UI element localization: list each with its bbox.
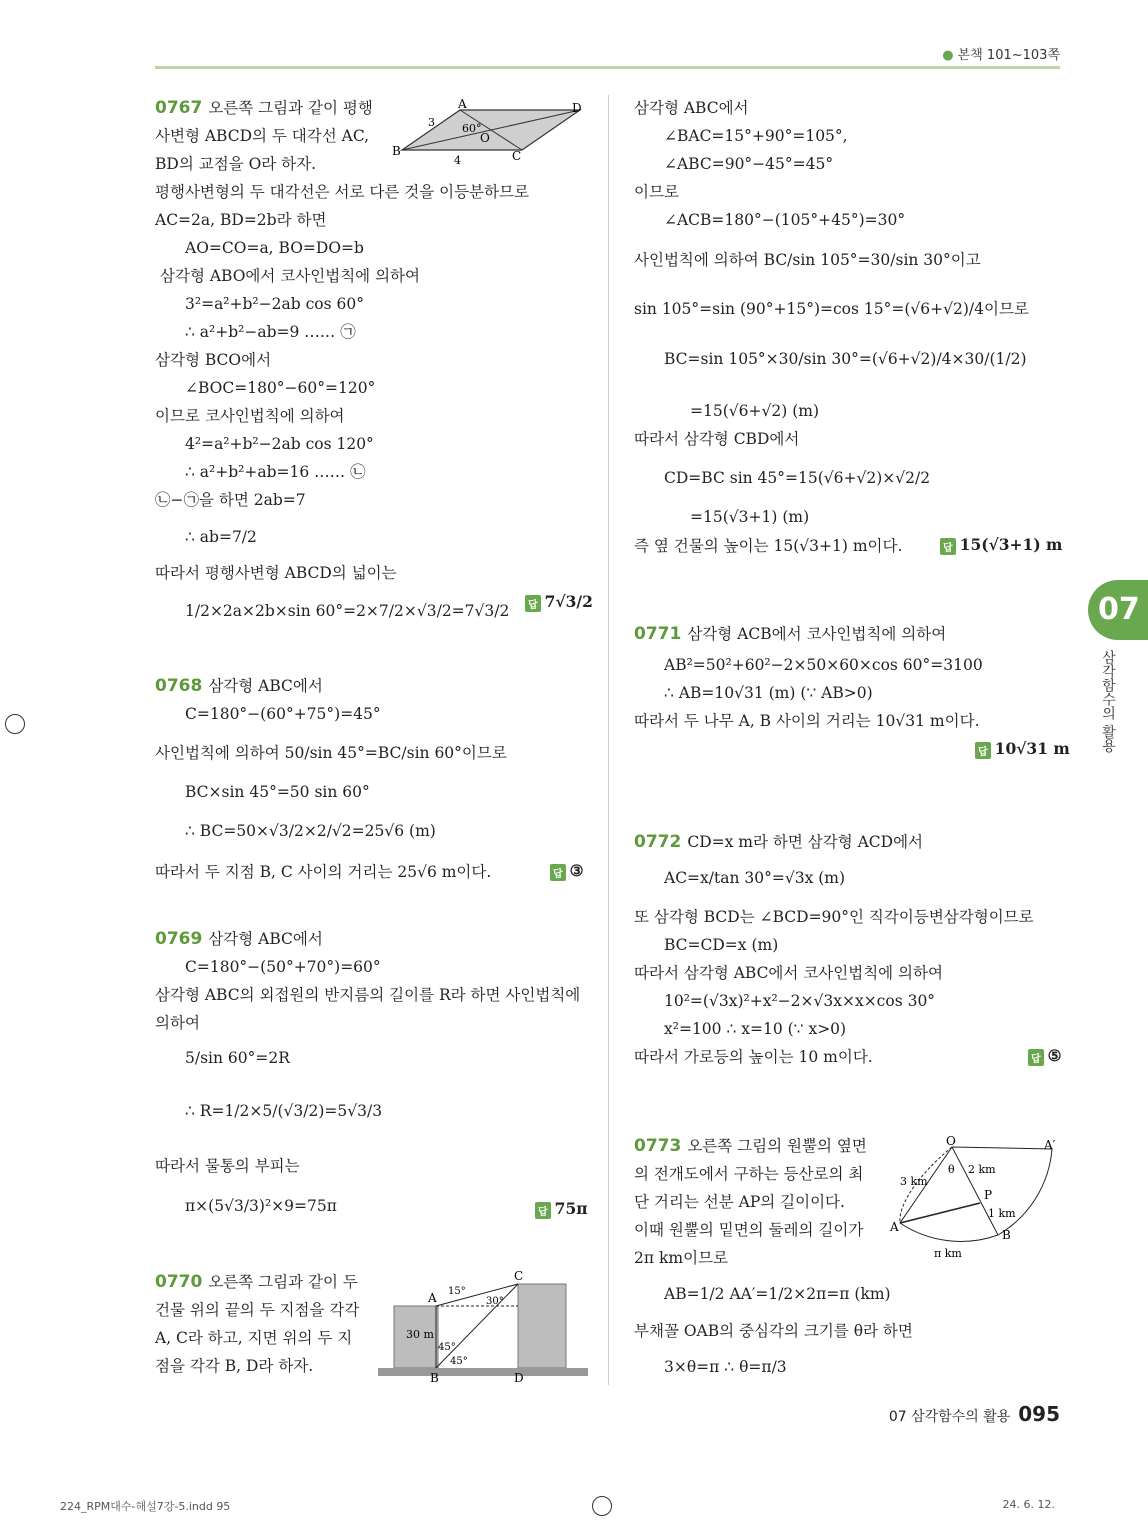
text-line	[155, 405, 345, 427]
chapter-tab: 07	[1088, 580, 1148, 640]
label-b: B	[1002, 1228, 1011, 1242]
line-text: 따라서 평행사변형 ABCD의 넓이는	[155, 564, 397, 582]
label-a-prime: A′	[1044, 1138, 1056, 1152]
label-b: B	[430, 1371, 439, 1385]
line-text: sin 105°=sin (90°+15°)=cos 15°=(√6+√2)/4이므로	[634, 300, 1029, 318]
line-text: 점을 각각 B, D라 하자.	[155, 1357, 314, 1375]
text-line	[664, 125, 848, 147]
text-line	[664, 1018, 846, 1040]
text-line	[634, 535, 902, 557]
text-line	[664, 1356, 787, 1378]
text-line	[664, 209, 905, 231]
label-d: D	[572, 101, 582, 115]
problem-number: 0768	[155, 676, 203, 696]
problem-number: 0773	[634, 1136, 682, 1156]
line-text: CD=x m라 하면 삼각형 ACD에서	[687, 833, 924, 851]
label-theta: θ	[948, 1163, 955, 1176]
line-text: BC×sin 45°=50 sin 60°	[185, 783, 370, 801]
line-text: 의하여	[155, 1014, 200, 1032]
line-text: 건물 위의 끝의 두 지점을 각각	[155, 1301, 360, 1319]
label-2km: 2 km	[968, 1163, 996, 1176]
line-text: 따라서 두 나무 A, B 사이의 거리는 10√31 m이다.	[634, 712, 980, 730]
answer-value: 7√3/2	[544, 592, 593, 611]
line-text: ∴ a²+b²+ab=16 …… ㉡	[185, 463, 366, 481]
answer-value: 15(√3+1) m	[959, 535, 1063, 554]
text-line	[185, 1047, 290, 1069]
text-line	[634, 181, 679, 203]
label-o: O	[946, 1134, 956, 1148]
line-text: 3²=a²+b²−2ab cos 60°	[185, 295, 364, 313]
text-line	[634, 428, 799, 450]
text-line	[155, 1299, 359, 1321]
line-text: C=180°−(60°+75°)=45°	[185, 705, 381, 723]
line-text: 따라서 삼각형 CBD에서	[634, 430, 800, 448]
text-line	[634, 1247, 728, 1269]
line-text: 삼각형 ABC에서	[208, 677, 323, 695]
line-text: 삼각형 ABC에서	[634, 99, 749, 117]
text-line	[155, 1327, 352, 1349]
problem-0770	[155, 1271, 358, 1293]
answer-label: 답	[1028, 1049, 1044, 1066]
text-line	[664, 348, 1027, 370]
line-text: 2π km이므로	[634, 1249, 728, 1267]
page-reference: ● 본책 101~103쪽	[942, 48, 1060, 63]
text-line	[155, 1012, 200, 1034]
label-c: C	[514, 1269, 524, 1283]
label-45b: 45°	[450, 1356, 468, 1367]
label-height: 30 m	[406, 1328, 434, 1341]
line-text: 평행사변형의 두 대각선은 서로 다른 것을 이등분하므로	[155, 183, 529, 201]
line-text: 1/2×2a×2b×sin 60°=2×7/2×√3/2=7√3/2	[185, 602, 510, 620]
text-line	[185, 237, 364, 259]
text-line	[185, 321, 356, 343]
text-line	[634, 962, 943, 984]
text-line	[185, 433, 374, 455]
text-line	[155, 1355, 313, 1377]
answer-value: ⑤	[1047, 1046, 1062, 1065]
line-text: 삼각형 BCO에서	[155, 351, 272, 369]
line-text: π×(5√3/3)²×9=75π	[185, 1197, 337, 1215]
answer	[1028, 1046, 1062, 1066]
line-text: =15(√3+1) (m)	[690, 508, 810, 526]
footer-page: 07 삼각함수의 활용 095	[888, 1402, 1060, 1426]
line-text: 이때 원뿔의 밑면의 둘레의 길이가	[634, 1221, 864, 1239]
text-line	[155, 861, 491, 883]
line-text: 삼각형 ACB에서 코사인법칙에 의하여	[687, 625, 947, 643]
text-line	[634, 298, 1029, 320]
text-line	[185, 781, 370, 803]
label-side-3: 3	[428, 116, 435, 129]
label-3km: 3 km	[900, 1175, 928, 1188]
text-line	[185, 1195, 337, 1217]
header-rule	[155, 66, 1060, 69]
text-line	[155, 153, 316, 175]
label-45a: 45°	[438, 1342, 456, 1353]
text-line	[155, 984, 580, 1006]
line-text: AO=CO=a, BO=DO=b	[185, 239, 364, 257]
sector-figure	[888, 1135, 1068, 1265]
text-line	[185, 600, 509, 622]
line-text: 10²=(√3x)²+x²−2×√3x×x×cos 30°	[664, 992, 936, 1010]
text-line	[634, 1320, 913, 1342]
ground	[378, 1368, 588, 1376]
text-line	[664, 990, 935, 1012]
line-text: CD=BC sin 45°=15(√6+√2)×√2/2	[664, 469, 931, 487]
line-text: 의 전개도에서 구하는 등산로의 최	[634, 1165, 864, 1183]
line-text: ∴ R=1/2×5/(√3/2)=5√3/3	[185, 1102, 383, 1120]
text-line	[664, 682, 873, 704]
registration-mark-icon	[592, 1496, 612, 1516]
label-1km: 1 km	[988, 1207, 1016, 1220]
text-line	[185, 956, 381, 978]
answer-label: 답	[975, 742, 991, 759]
text-line	[634, 1191, 845, 1213]
line-text: ∴ a²+b²−ab=9 …… ㉠	[185, 323, 356, 341]
answer	[535, 1199, 588, 1219]
line-text: AB=1/2 AA′=1/2×2π=π (km)	[664, 1285, 891, 1303]
text-line	[155, 742, 507, 764]
answer-label: 답	[550, 864, 566, 881]
label-d: D	[514, 1371, 524, 1385]
problem-0773	[634, 1135, 867, 1157]
problem-0771	[634, 623, 946, 645]
text-line	[155, 181, 529, 203]
line-text: BC=CD=x (m)	[664, 936, 779, 954]
text-line	[664, 654, 983, 676]
file-date: 24. 6. 12.	[1002, 1498, 1055, 1511]
line-text: AB²=50²+60²−2×50×60×cos 60°=3100	[664, 656, 983, 674]
line-text: ∴ ab=7/2	[185, 528, 257, 546]
line-text: 삼각형 ABC에서	[208, 930, 323, 948]
line-text: 4²=a²+b²−2ab cos 120°	[185, 435, 374, 453]
answer-label: 답	[940, 538, 956, 555]
bullet-icon: ●	[942, 48, 958, 63]
text-line	[634, 710, 980, 732]
line-text: 삼각형 ABO에서 코사인법칙에 의하여	[160, 267, 420, 285]
label-a: A	[890, 1220, 899, 1234]
line-text: 이므로	[634, 183, 679, 201]
text-line	[155, 1155, 300, 1177]
line-text: BD의 교점을 O라 하자.	[155, 155, 317, 173]
line-text: 따라서 두 지점 B, C 사이의 거리는 25√6 m이다.	[155, 863, 492, 881]
text-line	[185, 293, 364, 315]
line-text: 따라서 삼각형 ABC에서 코사인법칙에 의하여	[634, 964, 943, 982]
line-text: A, C라 하고, 지면 위의 두 지	[155, 1329, 353, 1347]
text-line	[664, 467, 930, 489]
line-text: ∠BOC=180°−60°=120°	[185, 379, 376, 397]
file-slug: 224_RPM대수-해설7강-5.indd 95	[60, 1500, 231, 1513]
line-text: 따라서 가로등의 높이는 10 m이다.	[634, 1048, 873, 1066]
text-line	[634, 906, 1034, 928]
line-text: 사인법칙에 의하여 50/sin 45°=BC/sin 60°이므로	[155, 744, 507, 762]
line-text: ∠ABC=90°−45°=45°	[664, 155, 834, 173]
line-text: 삼각형 ABC의 외접원의 반지름의 길이를 R라 하면 사인법칙에	[155, 986, 581, 1004]
text-line	[185, 1100, 382, 1122]
text-line	[634, 97, 749, 119]
line-text: ∠BAC=15°+90°=105°,	[664, 127, 848, 145]
line-text: =15(√6+√2) (m)	[690, 402, 819, 420]
label-30: 30°	[486, 1296, 504, 1307]
problem-0769	[155, 928, 323, 950]
line-text: 오른쪽 그림과 같이 평행	[208, 99, 373, 117]
line-text: 3×θ=π ∴ θ=π/3	[664, 1358, 787, 1376]
line-text: 부채꼴 OAB의 중심각의 크기를 θ라 하면	[634, 1322, 913, 1340]
label-a: A	[428, 1291, 437, 1305]
line-text: 오른쪽 그림과 같이 두	[208, 1273, 358, 1291]
problem-number: 0772	[634, 832, 682, 852]
text-line	[634, 1046, 873, 1068]
parallelogram-figure	[390, 98, 590, 168]
label-c: C	[512, 149, 522, 163]
text-line	[185, 820, 436, 842]
answer	[975, 739, 1070, 759]
line-text: 또 삼각형 BCD는 ∠BCD=90°인 직각이등변삼각형이므로	[634, 908, 1034, 926]
answer	[525, 592, 593, 612]
line-text: 이므로 코사인법칙에 의하여	[155, 407, 345, 425]
label-pi-km: π km	[934, 1247, 962, 1260]
line-text: ㉡−㉠을 하면 2ab=7	[155, 491, 306, 509]
text-line	[155, 489, 306, 511]
sector-outline	[900, 1147, 1052, 1241]
problem-0768	[155, 675, 323, 697]
answer-value: 10√31 m	[994, 739, 1070, 758]
text-line	[690, 400, 819, 422]
text-line	[185, 526, 257, 548]
text-line	[664, 1283, 891, 1305]
answer	[550, 861, 584, 881]
answer	[940, 535, 1062, 555]
text-line	[155, 562, 397, 584]
label-o: O	[480, 131, 490, 145]
text-line	[690, 506, 809, 528]
chapter-side-label: 삼각함수의 활용	[1100, 650, 1116, 753]
text-line	[185, 461, 366, 483]
text-line	[185, 703, 381, 725]
line-text: ∴ BC=50×√3/2×2/√2=25√6 (m)	[185, 822, 436, 840]
buildings-figure	[378, 1270, 588, 1385]
text-line	[634, 1163, 863, 1185]
line-text: 5/sin 60°=2R	[185, 1049, 290, 1067]
line-text: AC=2a, BD=2b라 하면	[155, 211, 327, 229]
line-text: x²=100 ∴ x=10 (∵ x>0)	[664, 1020, 847, 1038]
text-line	[155, 125, 369, 147]
column-divider	[608, 95, 609, 1385]
problem-number: 0769	[155, 929, 203, 949]
label-b: B	[392, 144, 401, 158]
answer-value: ③	[569, 861, 584, 880]
problem-0772	[634, 831, 923, 853]
line-text: BC=sin 105°×30/sin 30°=(√6+√2)/4×30/(1/2)	[664, 350, 1027, 368]
text-line	[634, 249, 981, 271]
label-side-4: 4	[454, 154, 461, 167]
answer-value: 75π	[554, 1199, 588, 1218]
line-text: ∴ AB=10√31 (m) (∵ AB>0)	[664, 684, 873, 702]
registration-mark-icon	[5, 714, 25, 734]
line-text: ∠ACB=180°−(105°+45°)=30°	[664, 211, 906, 229]
line-text: AC=x/tan 30°=√3x (m)	[664, 869, 846, 887]
problem-number: 0767	[155, 98, 203, 118]
label-angle-60: 60°	[462, 122, 482, 135]
text-line	[664, 153, 833, 175]
text-line	[160, 265, 420, 287]
text-line	[634, 1219, 863, 1241]
line-text: 사인법칙에 의하여 BC/sin 105°=30/sin 30°이고	[634, 251, 981, 269]
label-a: A	[458, 97, 467, 111]
text-line	[185, 377, 375, 399]
problem-number: 0770	[155, 1272, 203, 1292]
text-line	[664, 867, 845, 889]
building-right	[518, 1284, 566, 1368]
label-p: P	[984, 1188, 993, 1202]
label-15: 15°	[448, 1286, 466, 1297]
line-text: 오른쪽 그림의 원뿔의 옆면	[687, 1137, 867, 1155]
text-line	[664, 934, 778, 956]
answer-label: 답	[525, 595, 541, 612]
page-number: 095	[1018, 1402, 1060, 1426]
line-text: 따라서 물통의 부피는	[155, 1157, 300, 1175]
problem-0767	[155, 97, 373, 119]
line-text: C=180°−(50°+70°)=60°	[185, 958, 381, 976]
text-line	[155, 349, 271, 371]
problem-number: 0771	[634, 624, 682, 644]
text-line	[155, 209, 326, 231]
line-text: 사변형 ABCD의 두 대각선 AC,	[155, 127, 370, 145]
answer-label: 답	[535, 1202, 551, 1219]
line-text: 단 거리는 선분 AP의 길이이다.	[634, 1193, 845, 1211]
line-text: 즉 옆 건물의 높이는 15(√3+1) m이다.	[634, 537, 903, 555]
